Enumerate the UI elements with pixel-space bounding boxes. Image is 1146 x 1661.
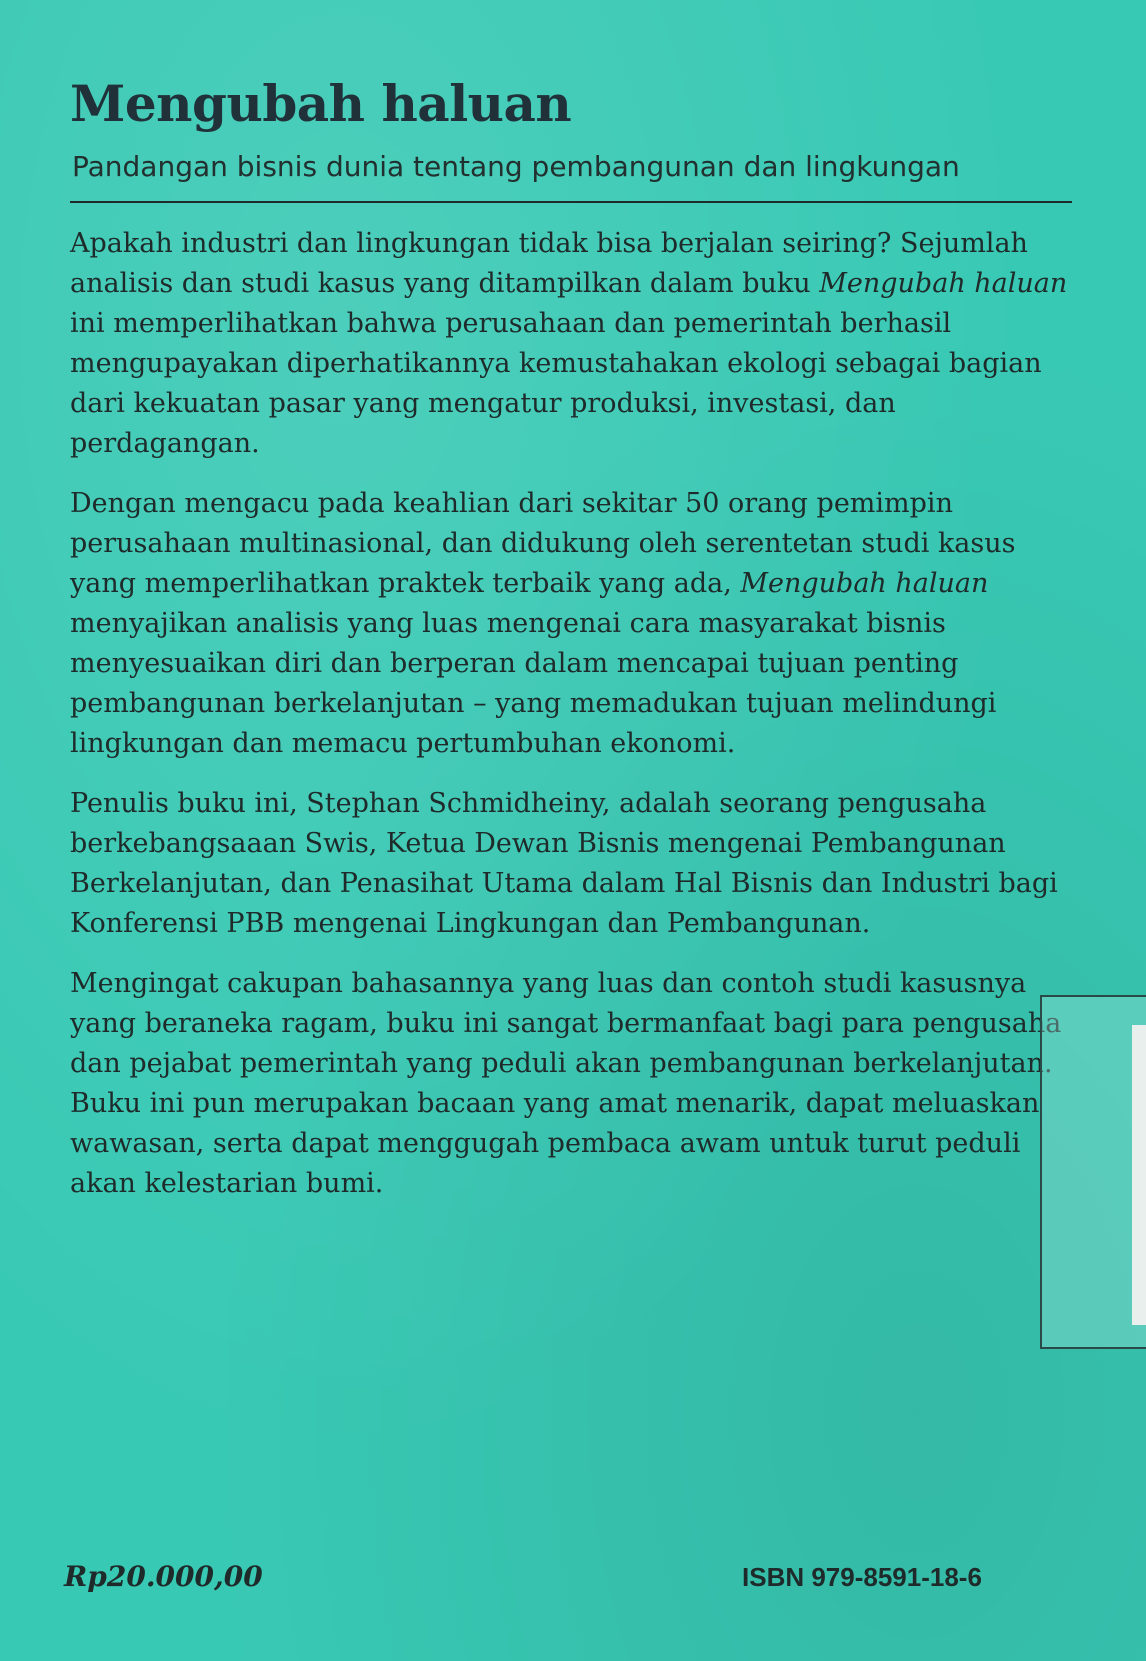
blurb-paragraph-1-title-ref: Mengubah haluan: [819, 268, 1068, 299]
book-title: Mengubah haluan: [70, 74, 572, 133]
blurb-paragraph-1-text-b: ini memperlihatkan bahwa perusahaan dan pemerintah berhasil mengupayakan diperhatikannya kemustahakan ekologi sebagai bagian dari kekuatan pasar yang mengatur produksi, investasi, dan perdagangan.: [70, 308, 1042, 459]
isbn-label: ISBN 979-8591-18-6: [742, 1562, 982, 1592]
blurb-paragraph-4: Mengingat cakupan bahasannya yang luas dan contoh studi kasusnya yang beraneka ragam, buku ini sangat bermanfaat bagi para pengusaha dan pejabat pemerintah yang peduli akan pembangunan berkelanjutan. Buku ini pun merupakan bacaan yang amat menarik, dapat meluaskan wawasan, serta dapat menggugah pembaca awam untuk turut peduli akan kelestarian bumi.: [70, 968, 1062, 1199]
blurb-body: [70, 224, 1070, 1224]
book-subtitle: Pandangan bisnis dunia tentang pembangunan dan lingkungan: [72, 150, 960, 183]
blurb-paragraph-2-title-ref: Mengubah haluan: [740, 568, 989, 599]
price-label: Rp20.000,00: [64, 1560, 263, 1593]
library-label-frame: [1040, 995, 1146, 1349]
blurb-paragraph-1: [70, 224, 1070, 464]
blurb-paragraph-2: [70, 484, 1070, 764]
title-divider: [70, 201, 1072, 203]
blurb-paragraph-2-text-a: Dengan mengacu pada keahlian dari sekitar 50 orang pemimpin perusahaan multinasional, dan didukung oleh serentetan studi kasus yang memperlihatkan praktek terbaik yang ada,: [70, 488, 1016, 599]
blurb-paragraph-1-text-a: Apakah industri dan lingkungan tidak bisa berjalan seiring? Sejumlah analisis dan studi kasus yang ditampilkan dalam buku: [70, 228, 1028, 299]
blurb-paragraph-2-text-b: menyajikan analisis yang luas mengenai cara masyarakat bisnis menyesuaikan diri dan berperan dalam mencapai tujuan penting pembangunan berkelanjutan – yang memadukan tujuan melindungi lingkungan dan memacu pertumbuhan ekonomi.: [70, 608, 997, 759]
blurb-paragraph-3: Penulis buku ini, Stephan Schmidheiny, adalah seorang pengusaha berkebangsaaan Swis, Ketua Dewan Bisnis mengenai Pembangunan Berkelanjutan, dan Penasihat Utama dalam Hal Bisnis dan Industri bagi Konferensi PBB mengenai Lingkungan dan Pembangunan.: [70, 788, 1058, 939]
library-sticker: [1132, 1025, 1146, 1325]
